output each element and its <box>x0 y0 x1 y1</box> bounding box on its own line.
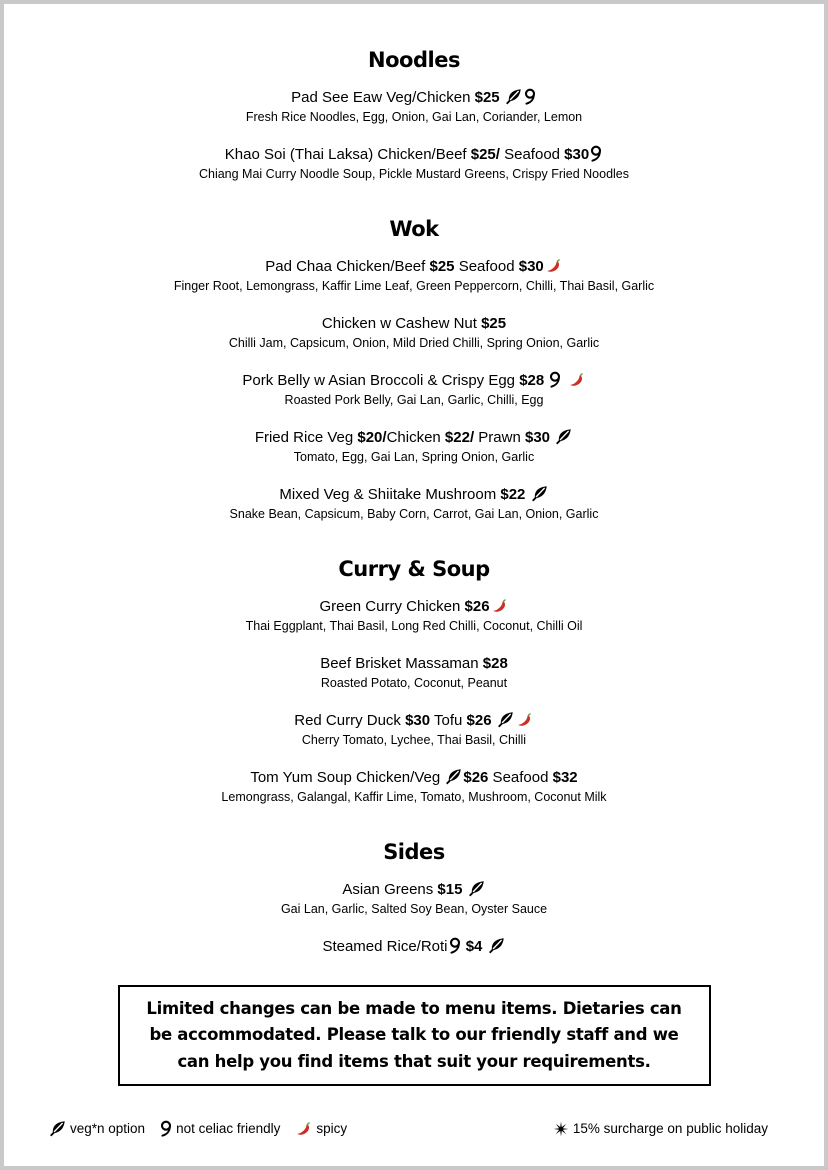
chili-icon <box>516 711 533 728</box>
menu-item-price: $4 <box>465 938 483 955</box>
menu-item-title <box>4 597 824 617</box>
menu-item-price: $25 <box>474 89 500 106</box>
menu-sections <box>4 48 824 957</box>
menu-item <box>4 654 824 692</box>
menu-item-price: $32 <box>552 769 578 786</box>
menu-item-price: $26 <box>466 712 492 729</box>
menu-item-name: Asian Greens <box>342 881 438 898</box>
menu-item-name: Tom Yum Soup Chicken/Veg <box>250 769 445 786</box>
legend-label: not celiac friendly <box>176 1121 281 1137</box>
menu-item-title <box>4 768 824 788</box>
menu-item-name <box>462 881 466 898</box>
menu-item-price: $22 <box>500 486 526 503</box>
nine-icon <box>590 145 602 162</box>
menu-item <box>4 711 824 749</box>
menu-item-name: Mixed Veg & Shiitake Mushroom <box>279 486 501 503</box>
chili-icon <box>545 257 562 274</box>
menu-item <box>4 314 824 352</box>
menu-item-price: $25 <box>481 315 507 332</box>
nine-icon <box>549 371 561 388</box>
menu-item-title <box>4 428 824 448</box>
nine-icon <box>449 937 461 954</box>
menu-item-name <box>525 486 529 503</box>
leaf-icon <box>445 768 462 785</box>
star-icon <box>553 1121 569 1137</box>
menu-item-description: Lemongrass, Galangal, Kaffir Lime, Tomato, Mushroom, Coconut Milk <box>221 790 607 804</box>
menu-item-name: Seafood <box>454 258 519 275</box>
menu-item-price: $15 <box>437 881 463 898</box>
menu-item-price: $30 <box>524 429 551 446</box>
menu-item-price: $25/ <box>470 146 500 163</box>
menu-item-price: $30 <box>564 146 590 163</box>
nine-icon <box>160 1120 172 1137</box>
legend <box>48 1120 768 1137</box>
menu-item-title <box>4 654 824 674</box>
legend-label: veg*n option <box>70 1121 146 1137</box>
menu-item <box>4 371 824 409</box>
menu-item-description: Finger Root, Lemongrass, Kaffir Lime Leaf, Green Peppercorn, Chilli, Thai Basil, Garlic <box>173 279 655 293</box>
legend-label: spicy <box>316 1121 348 1137</box>
menu-item-description: Roasted Pork Belly, Gai Lan, Garlic, Chilli, Egg <box>284 393 544 407</box>
menu-item-price: $30 <box>518 258 544 275</box>
menu-section <box>4 557 824 806</box>
legend-right <box>552 1121 768 1137</box>
leaf-icon <box>555 428 572 445</box>
menu-item <box>4 257 824 295</box>
menu-item-title <box>4 371 824 391</box>
notice-text: Limited changes can be made to menu items. Dietaries can be accommodated. Please talk to our friendly staff and we can help you find items that suit your requirements. <box>146 999 682 1071</box>
menu-item <box>4 597 824 635</box>
leaf-icon <box>468 880 485 897</box>
menu-item-title <box>4 711 824 731</box>
menu-item-title <box>4 880 824 900</box>
menu-item <box>4 880 824 918</box>
legend-label: 15% surcharge on public holiday <box>572 1121 768 1137</box>
menu-item-name: Chicken <box>386 429 445 446</box>
menu-item-name: Chicken w Cashew Nut <box>321 315 482 332</box>
menu-item-name <box>562 372 566 389</box>
menu-item-price: $22/ <box>444 429 475 446</box>
menu-item-name: Green Curry Chicken <box>319 598 465 615</box>
menu-item-description: Snake Bean, Capsicum, Baby Corn, Carrot, Gai Lan, Onion, Garlic <box>229 507 599 521</box>
menu-item-price: $26 <box>464 598 490 615</box>
menu-item-description: Chilli Jam, Capsicum, Onion, Mild Dried Chilli, Spring Onion, Garlic <box>228 336 600 350</box>
menu-item-description: Fresh Rice Noodles, Egg, Onion, Gai Lan, Coriander, Lemon <box>245 110 583 124</box>
menu-item-name: Red Curry Duck <box>294 712 406 729</box>
menu-item-description: Chiang Mai Curry Noodle Soup, Pickle Mustard Greens, Crispy Fried Noodles <box>198 167 630 181</box>
legend-item <box>159 1120 280 1137</box>
menu-item-name: Steamed Rice/Roti <box>322 938 448 955</box>
menu-item-name: Seafood <box>499 146 565 163</box>
leaf-icon <box>531 485 548 502</box>
menu-section <box>4 217 824 523</box>
menu-item-title <box>4 257 824 277</box>
menu-item <box>4 485 824 523</box>
menu-item-name: Khao Soi (Thai Laksa) Chicken/Beef <box>224 146 471 163</box>
menu-item-title <box>4 937 824 957</box>
menu-item-name: Pad See Eaw Veg/Chicken <box>291 89 475 106</box>
menu-item <box>4 88 824 126</box>
section-heading: Sides <box>383 840 445 864</box>
menu-item-price: $30 <box>405 712 431 729</box>
menu-item-description: Cherry Tomato, Lychee, Thai Basil, Chilli <box>301 733 527 747</box>
leaf-icon <box>49 1120 66 1137</box>
menu-item <box>4 768 824 806</box>
menu-item-price: $28 <box>519 372 545 389</box>
menu-item-name <box>492 712 496 729</box>
menu-item-price: $20/ <box>357 429 387 446</box>
legend-item <box>294 1120 347 1137</box>
menu-item-title <box>4 485 824 505</box>
chili-icon <box>491 597 508 614</box>
menu-item-price: $26 <box>463 769 489 786</box>
menu-item-name <box>500 89 504 106</box>
menu-item <box>4 145 824 183</box>
menu-section <box>4 840 824 957</box>
menu-item-title <box>4 145 824 165</box>
menu-item-name: Fried Rice Veg <box>254 429 358 446</box>
menu-item-name: Tofu <box>430 712 467 729</box>
menu-section <box>4 48 824 183</box>
menu-item-price: $28 <box>482 655 508 672</box>
menu-item-name: Beef Brisket Massaman <box>320 655 483 672</box>
legend-left <box>48 1120 347 1137</box>
menu-item-name <box>544 372 548 389</box>
menu-item-name <box>482 938 486 955</box>
menu-item-description: Gai Lan, Garlic, Salted Soy Bean, Oyster Sauce <box>280 902 548 916</box>
section-heading: Curry & Soup <box>338 557 490 581</box>
leaf-icon <box>505 88 522 105</box>
notice-box <box>118 985 711 1086</box>
leaf-icon <box>497 711 514 728</box>
menu-item-name: Seafood <box>488 769 553 786</box>
menu-item-description: Roasted Potato, Coconut, Peanut <box>320 676 508 690</box>
menu-item-price: $25 <box>429 258 455 275</box>
menu-item-name <box>550 429 554 446</box>
section-heading: Wok <box>389 217 439 241</box>
menu-item <box>4 428 824 466</box>
legend-item <box>48 1120 145 1137</box>
leaf-icon <box>488 937 505 954</box>
menu-item-title <box>4 88 824 108</box>
chili-icon <box>295 1120 312 1137</box>
menu-item-name: Pork Belly w Asian Broccoli & Crispy Egg <box>242 372 520 389</box>
menu-item-description: Thai Eggplant, Thai Basil, Long Red Chilli, Coconut, Chilli Oil <box>245 619 583 633</box>
menu-item-name: Prawn <box>474 429 525 446</box>
menu-item-name: Pad Chaa Chicken/Beef <box>265 258 430 275</box>
chili-icon <box>568 371 585 388</box>
menu-item-description: Tomato, Egg, Gai Lan, Spring Onion, Garlic <box>293 450 535 464</box>
menu-item <box>4 937 824 957</box>
section-heading: Noodles <box>368 48 460 72</box>
nine-icon <box>524 88 536 105</box>
menu-item-title <box>4 314 824 334</box>
